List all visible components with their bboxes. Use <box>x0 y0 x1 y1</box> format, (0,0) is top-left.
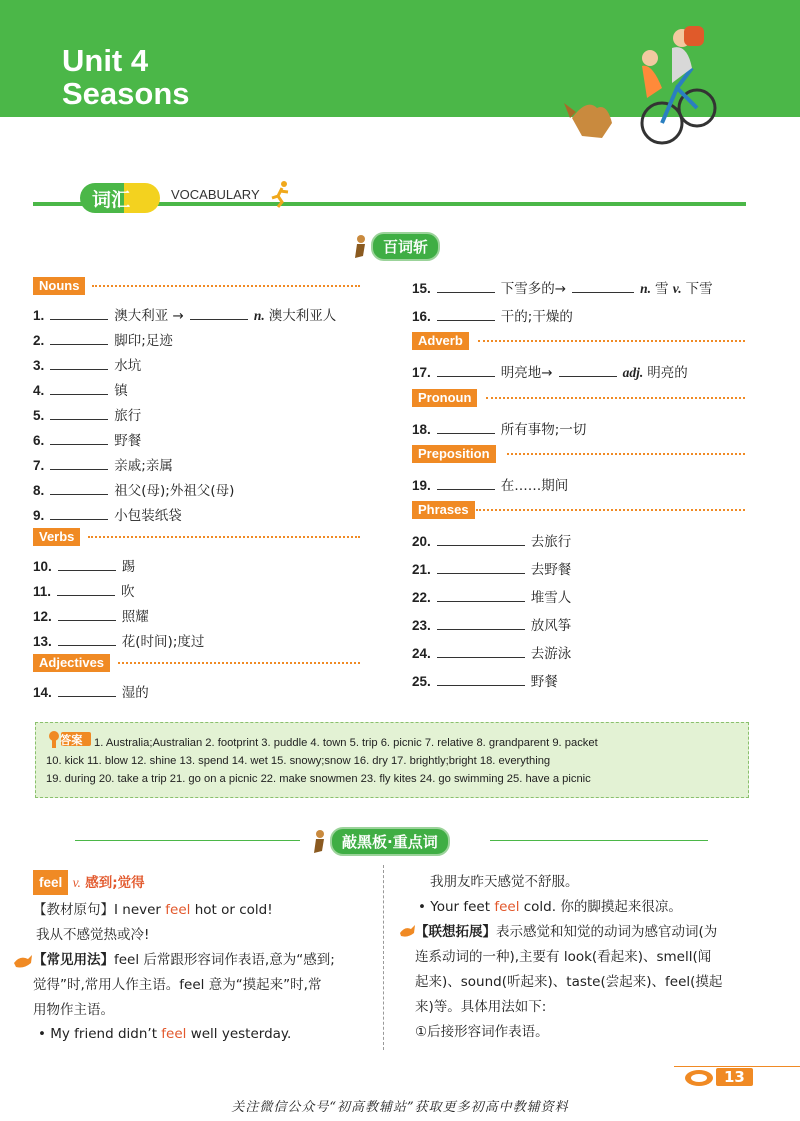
list-item: 18. 所有事物;一切 <box>412 422 587 438</box>
source-translation: 我从不感觉热或冷! <box>36 927 150 943</box>
list-item: 22. 堆雪人 <box>412 590 572 606</box>
tag-phrases: Phrases <box>412 501 475 519</box>
answer-line: 19. during 20. take a trip 21. go on a picnic 22. make snowmen 23. fly kites 24. go swimming 25. have a picnic <box>46 773 591 785</box>
list-item: 4. 镇 <box>33 383 128 399</box>
usage-note: 【常见用法】feel 后常跟形容词作表语,意为“感到; 觉得”时,常用人作主语。feel 意为“摸起来”时,常 用物作主语。 <box>33 952 335 1018</box>
list-item: 6. 野餐 <box>33 433 142 449</box>
section-title: 敲黑板·重点词 <box>330 827 450 856</box>
mascot-icon <box>308 829 330 855</box>
list-item: 12. 照耀 <box>33 609 149 625</box>
dotted-rule <box>507 453 745 455</box>
tag-pronoun: Pronoun <box>412 389 477 407</box>
list-item: 23. 放风筝 <box>412 618 572 634</box>
dotted-rule <box>92 285 360 287</box>
dotted-rule <box>118 662 360 664</box>
unit-number: Unit 4 <box>62 43 149 78</box>
example-1: • My friend didn’t feel well yesterday. <box>38 1026 292 1042</box>
list-item: 3. 水坑 <box>33 358 142 374</box>
list-item: 16. 干的;干燥的 <box>412 309 573 325</box>
tag-adjectives: Adjectives <box>33 654 110 672</box>
extension-note: 【联想拓展】表示感觉和知觉的动词为感官动词(为 连系动词的一种),主要有 look(看起来)、smell(闻 起来)、sound(听起来)、taste(尝起来)、feel(摸起 来)等。具体用法如下: ①后接形容词作表语。 <box>415 924 723 1040</box>
list-item: 17. 明亮地→ adj. 明亮的 <box>412 365 688 381</box>
list-item: 1. 澳大利亚 → n. 澳大利亚人 <box>33 308 337 324</box>
tag-nouns: Nouns <box>33 277 85 295</box>
book-icon <box>684 1069 714 1087</box>
unit-name: Seasons <box>62 76 190 111</box>
list-item: 20. 去旅行 <box>412 534 572 550</box>
dotted-rule <box>478 340 745 342</box>
footer-note: 关注微信公众号“初高教辅站”获取更多初高中教辅资料 <box>231 1100 569 1115</box>
divider <box>75 840 300 841</box>
answer-line: 1. Australia;Australian 2. footprint 3. puddle 4. town 5. trip 6. picnic 7. relative 8. grandparent 9. packet <box>94 737 598 749</box>
vocab-en-title: VOCABULARY <box>165 187 266 202</box>
mascot-icon <box>349 234 371 260</box>
list-item: 8. 祖父(母);外祖父(母) <box>33 483 235 499</box>
fox-icon <box>398 924 416 940</box>
word-tag: feel <box>33 870 68 895</box>
list-item: 7. 亲戚;亲属 <box>33 458 173 474</box>
feel-heading: feel v. 感到;觉得 <box>33 870 145 896</box>
list-item: 5. 旅行 <box>33 408 142 424</box>
list-item: 19. 在……期间 <box>412 478 569 494</box>
section-title: 百词斩 <box>371 232 440 261</box>
cyclist-illustration-icon <box>552 8 752 148</box>
vocab-cn-title: 词汇 <box>92 189 131 211</box>
list-item: 10. 踢 <box>33 559 136 575</box>
list-item: 11. 吹 <box>33 584 135 600</box>
example-2: • Your feet feel cold. 你的脚摸起来很凉。 <box>418 899 682 915</box>
tag-preposition: Preposition <box>412 445 496 463</box>
list-item: 9. 小包装纸袋 <box>33 508 182 524</box>
example-1-translation: 我朋友昨天感觉不舒服。 <box>430 874 579 890</box>
section-baicizhan <box>349 232 440 261</box>
page-number: 13 <box>716 1068 753 1086</box>
dotted-rule <box>88 536 360 538</box>
dotted-rule <box>486 397 745 399</box>
tag-verbs: Verbs <box>33 528 80 546</box>
tag-adverb: Adverb <box>412 332 469 350</box>
section-key-words <box>308 827 450 856</box>
list-item: 13. 花(时间);度过 <box>33 634 205 650</box>
unit-title <box>62 44 190 110</box>
runner-icon <box>268 180 294 208</box>
answer-line: 10. kick 11. blow 12. shine 13. spend 14. wet 15. snowy;snow 16. dry 17. brightly;bright 18. everything <box>46 755 551 767</box>
column-divider <box>383 865 384 1050</box>
answer-label: 答案 <box>60 735 83 747</box>
dotted-rule <box>476 509 745 511</box>
list-item: 24. 去游泳 <box>412 646 572 662</box>
list-item: 25. 野餐 <box>412 674 558 690</box>
list-item: 2. 脚印;足迹 <box>33 333 173 349</box>
source-sentence: 【教材原句】I never feel hot or cold! <box>33 902 273 918</box>
divider <box>490 840 708 841</box>
list-item: 21. 去野餐 <box>412 562 572 578</box>
fox-icon <box>12 953 34 971</box>
list-item: 14. 湿的 <box>33 685 149 701</box>
list-item: 15. 下雪多的→ n. 雪 v. 下雪 <box>412 281 713 297</box>
